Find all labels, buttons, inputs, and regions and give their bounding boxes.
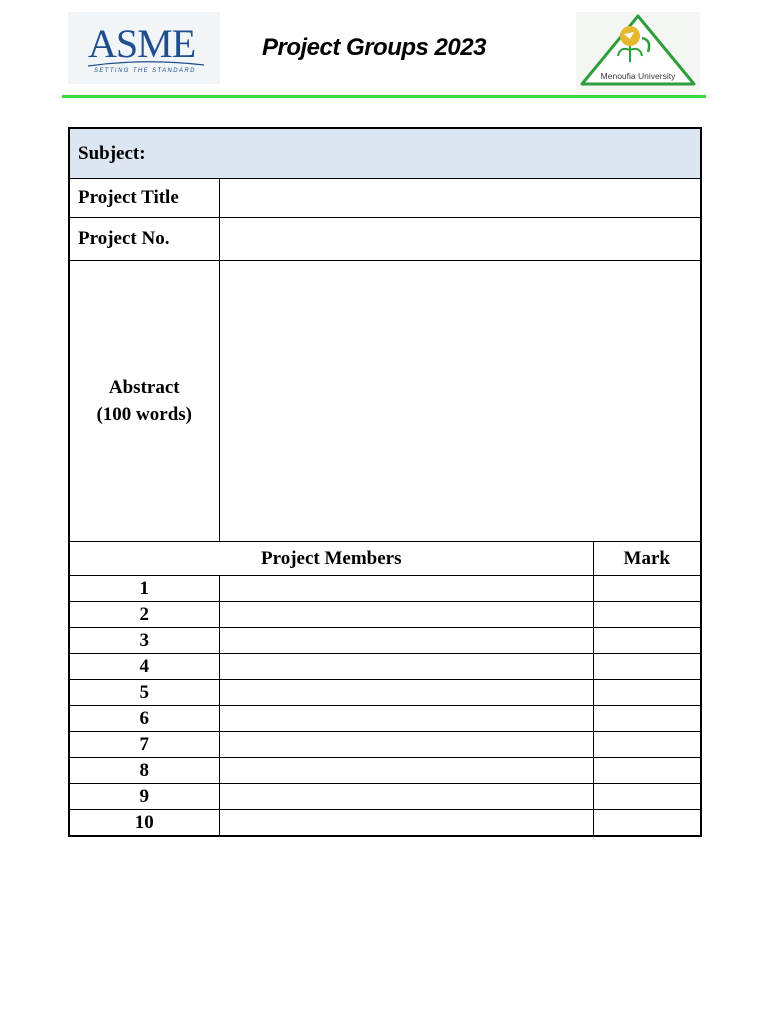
member-number: 4 (69, 654, 219, 680)
member-number: 6 (69, 706, 219, 732)
project-no-row (69, 218, 701, 261)
member-name-field[interactable] (219, 680, 593, 706)
member-name-field[interactable] (219, 576, 593, 602)
project-no-field[interactable] (219, 218, 701, 261)
member-row (69, 602, 701, 628)
member-row (69, 784, 701, 810)
member-number: 3 (69, 628, 219, 654)
member-mark-field[interactable] (593, 576, 701, 602)
member-number: 1 (69, 576, 219, 602)
asme-logo (68, 12, 220, 84)
member-name-field[interactable] (219, 654, 593, 680)
member-row (69, 576, 701, 602)
member-row (69, 758, 701, 784)
project-no-label: Project No. (69, 218, 219, 261)
member-name-field[interactable] (219, 784, 593, 810)
menoufia-university-logo (576, 12, 700, 90)
member-name-field[interactable] (219, 732, 593, 758)
member-row (69, 732, 701, 758)
member-mark-field[interactable] (593, 784, 701, 810)
asme-logo-word: ASME (88, 21, 196, 66)
project-members-header: Project Members (69, 542, 593, 576)
member-name-field[interactable] (219, 706, 593, 732)
member-name-field[interactable] (219, 628, 593, 654)
abstract-row (69, 261, 701, 542)
member-number: 10 (69, 810, 219, 837)
member-row (69, 706, 701, 732)
abstract-label-line2: (100 words) (96, 404, 193, 425)
member-mark-field[interactable] (593, 810, 701, 837)
subject-label: Subject: (78, 142, 146, 164)
abstract-label (69, 261, 219, 542)
member-row (69, 654, 701, 680)
project-title-row (69, 179, 701, 218)
member-name-field[interactable] (219, 758, 593, 784)
mark-header: Mark (593, 542, 701, 576)
member-row (69, 680, 701, 706)
abstract-field[interactable] (219, 261, 701, 542)
member-mark-field[interactable] (593, 628, 701, 654)
header-divider (62, 95, 706, 98)
member-number: 9 (69, 784, 219, 810)
member-mark-field[interactable] (593, 654, 701, 680)
project-title-field[interactable] (219, 179, 701, 218)
member-mark-field[interactable] (593, 680, 701, 706)
members-header-row (69, 542, 701, 576)
subject-row (69, 128, 701, 179)
member-name-field[interactable] (219, 810, 593, 837)
asme-logo-tagline: SETTING THE STANDARD (94, 68, 196, 74)
member-name-field[interactable] (219, 602, 593, 628)
member-row (69, 628, 701, 654)
project-form-table (68, 127, 702, 837)
member-number: 5 (69, 680, 219, 706)
page-title: Project Groups 2023 (262, 34, 486, 61)
member-number: 2 (69, 602, 219, 628)
member-mark-field[interactable] (593, 732, 701, 758)
member-row (69, 810, 701, 837)
member-number: 8 (69, 758, 219, 784)
member-mark-field[interactable] (593, 758, 701, 784)
university-name: Menoufia University (600, 71, 676, 81)
member-number: 7 (69, 732, 219, 758)
abstract-label-line1: Abstract (108, 377, 180, 398)
member-mark-field[interactable] (593, 706, 701, 732)
subject-cell[interactable] (69, 128, 701, 179)
project-title-label: Project Title (69, 179, 219, 218)
member-mark-field[interactable] (593, 602, 701, 628)
